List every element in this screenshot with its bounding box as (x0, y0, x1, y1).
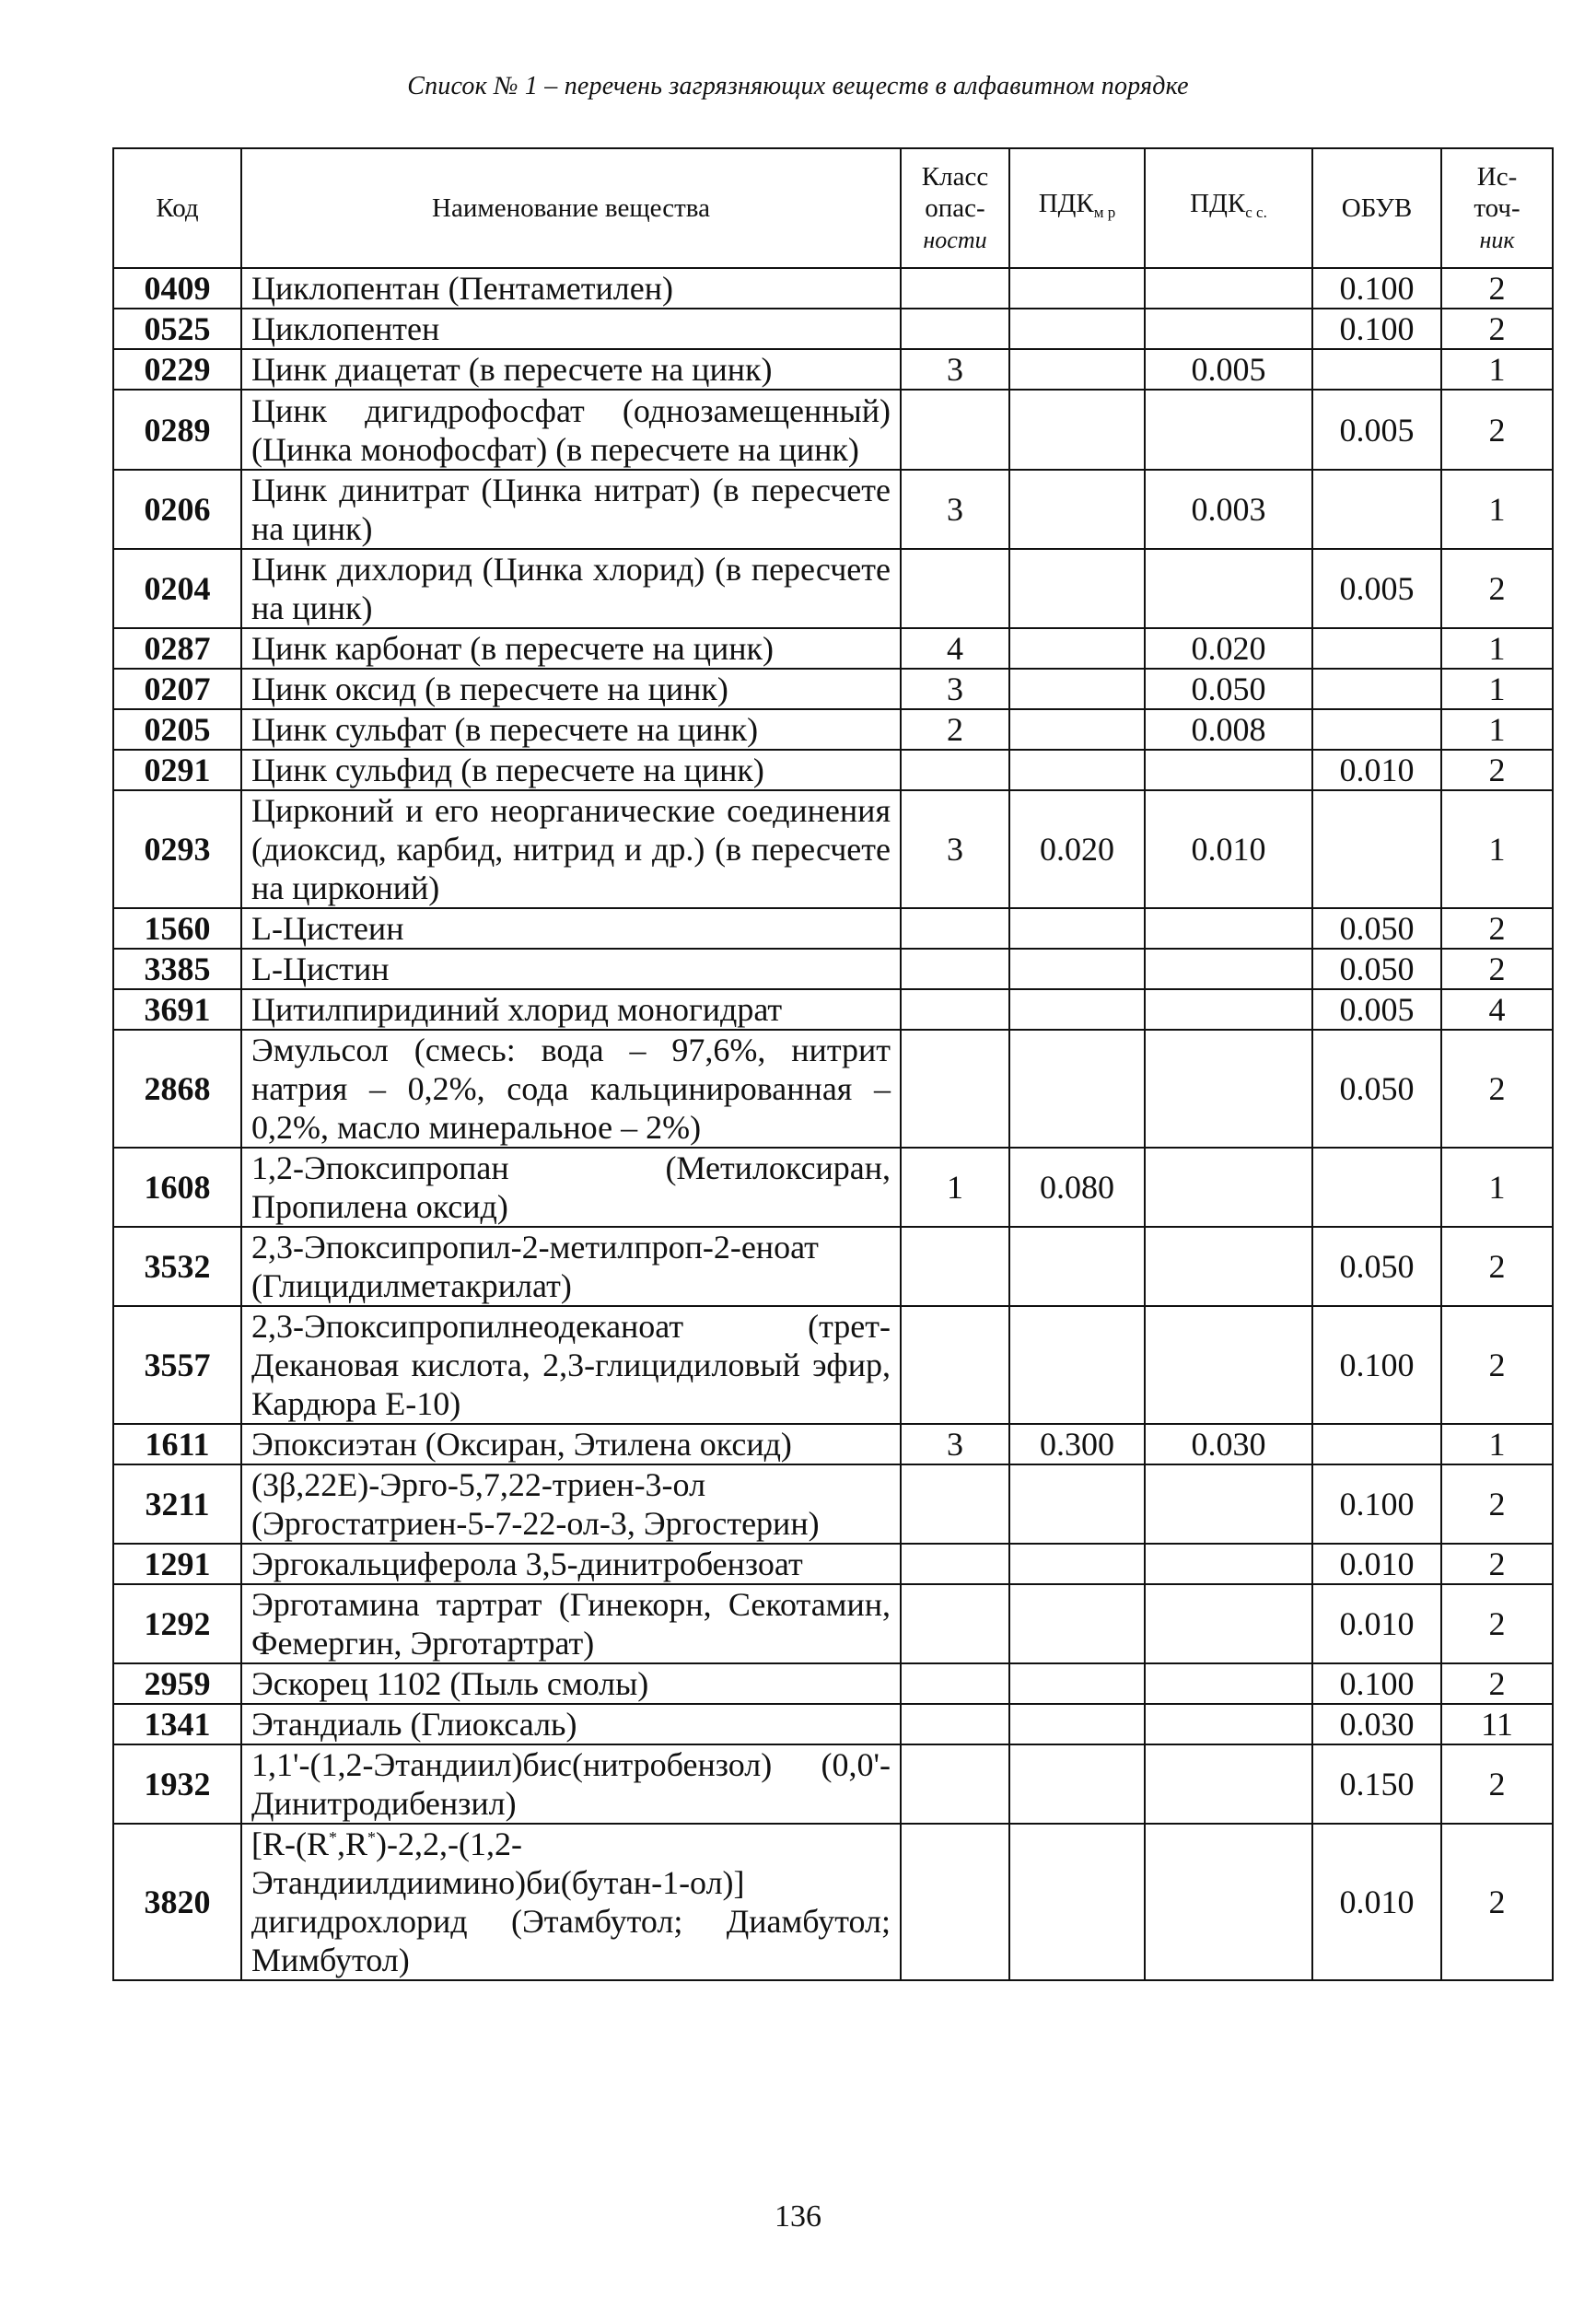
cell-pdk-mr (1009, 470, 1145, 549)
cell-hazard-class (901, 1663, 1009, 1704)
cell-obuv: 0.010 (1312, 750, 1441, 790)
cell-hazard-class (901, 549, 1009, 628)
cell-pdk-mr (1009, 628, 1145, 669)
cell-pdk-mr (1009, 1824, 1145, 1980)
cell-obuv (1312, 628, 1441, 669)
cell-pdk-ss (1145, 949, 1312, 989)
cell-pdk-ss (1145, 309, 1312, 349)
cell-code: 0287 (113, 628, 241, 669)
cell-source: 1 (1441, 1424, 1553, 1464)
cell-pdk-mr (1009, 268, 1145, 309)
cell-code: 0204 (113, 549, 241, 628)
table-row (113, 549, 1553, 628)
cell-name: [R-(R*,R*)-2,2,-(1,2-Этандиилдиимино)би(бутан-1-ол)] дигидрохлорид (Этамбутол; Диамбутол; Мимбутол) (241, 1824, 901, 1980)
cell-hazard-class (901, 750, 1009, 790)
header-source-line1: Ис- (1476, 161, 1518, 192)
cell-name: Циклопентан (Пентаметилен) (241, 268, 901, 309)
cell-name: Цитилпиридиний хлорид моногидрат (241, 989, 901, 1030)
cell-code: 0409 (113, 268, 241, 309)
cell-pdk-ss (1145, 989, 1312, 1030)
cell-pdk-ss (1145, 750, 1312, 790)
cell-pdk-ss (1145, 908, 1312, 949)
cell-code: 0289 (113, 390, 241, 470)
cell-pdk-ss (1145, 1464, 1312, 1544)
cell-source: 1 (1441, 628, 1553, 669)
cell-name: 2,3-Эпоксипропил-2-метилпроп-2-еноат (Глицидилметакрилат) (241, 1227, 901, 1306)
cell-pdk-mr (1009, 709, 1145, 750)
cell-name: Эмульсол (смесь: вода – 97,6%, нитрит натрия – 0,2%, сода кальцинированная – 0,2%, масло минеральное – 2%) (241, 1030, 901, 1148)
cell-obuv: 0.010 (1312, 1544, 1441, 1584)
header-pdk-mr-sub: м р (1093, 204, 1116, 221)
table-row (113, 1704, 1553, 1744)
cell-obuv: 0.005 (1312, 549, 1441, 628)
cell-source: 1 (1441, 470, 1553, 549)
cell-obuv (1312, 349, 1441, 390)
cell-source: 2 (1441, 908, 1553, 949)
cell-source: 2 (1441, 268, 1553, 309)
cell-source: 2 (1441, 750, 1553, 790)
cell-source: 1 (1441, 709, 1553, 750)
cell-pdk-ss (1145, 1663, 1312, 1704)
cell-pdk-mr (1009, 549, 1145, 628)
cell-pdk-ss: 0.005 (1145, 349, 1312, 390)
cell-pdk-mr (1009, 1744, 1145, 1824)
table-row (113, 1663, 1553, 1704)
cell-source: 2 (1441, 1464, 1553, 1544)
cell-hazard-class: 4 (901, 628, 1009, 669)
table-row (113, 989, 1553, 1030)
page-number: 136 (775, 2199, 821, 2234)
table-row (113, 669, 1553, 709)
cell-pdk-mr (1009, 908, 1145, 949)
header-pdk-mr (1009, 148, 1145, 268)
cell-hazard-class (901, 1704, 1009, 1744)
cell-obuv (1312, 1424, 1441, 1464)
cell-pdk-ss (1145, 390, 1312, 470)
cell-pdk-ss (1145, 549, 1312, 628)
cell-code: 2868 (113, 1030, 241, 1148)
table-row (113, 750, 1553, 790)
cell-code: 3820 (113, 1824, 241, 1980)
cell-name: Цинк оксид (в пересчете на цинк) (241, 669, 901, 709)
table-row (113, 1584, 1553, 1663)
cell-pdk-ss (1145, 1306, 1312, 1424)
cell-source: 2 (1441, 1663, 1553, 1704)
cell-hazard-class (901, 1030, 1009, 1148)
substances-table (112, 147, 1554, 1981)
cell-code: 1341 (113, 1704, 241, 1744)
header-pdk-ss-sub: с с. (1245, 204, 1267, 221)
cell-hazard-class (901, 1306, 1009, 1424)
cell-source: 2 (1441, 1824, 1553, 1980)
header-pdk-mr-main: ПДК (1038, 189, 1094, 218)
cell-code: 3691 (113, 989, 241, 1030)
cell-pdk-mr (1009, 349, 1145, 390)
cell-name: Цинк дигидрофосфат (однозамещенный) (Цинка монофосфат) (в пересчете на цинк) (241, 390, 901, 470)
cell-obuv (1312, 470, 1441, 549)
table-row (113, 709, 1553, 750)
cell-pdk-mr (1009, 309, 1145, 349)
cell-name: Цинк карбонат (в пересчете на цинк) (241, 628, 901, 669)
cell-code: 0229 (113, 349, 241, 390)
cell-pdk-ss (1145, 1704, 1312, 1744)
cell-pdk-mr (1009, 1704, 1145, 1744)
cell-pdk-ss (1145, 268, 1312, 309)
cell-code: 3557 (113, 1306, 241, 1424)
cell-pdk-ss (1145, 1824, 1312, 1980)
cell-name: Эрготамина тартрат (Гинекорн, Секотамин, Фемергин, Эрготартрат) (241, 1584, 901, 1663)
list-caption: Список № 1 – перечень загрязняющих веществ в алфавитном порядке (407, 72, 1189, 100)
cell-source: 2 (1441, 949, 1553, 989)
cell-obuv: 0.010 (1312, 1584, 1441, 1663)
table-row (113, 309, 1553, 349)
cell-obuv: 0.100 (1312, 1663, 1441, 1704)
cell-name: Цирконий и его неорганические соединения (диоксид, карбид, нитрид и др.) (в пересчете на цирконий) (241, 790, 901, 908)
table-row (113, 1424, 1553, 1464)
cell-obuv: 0.050 (1312, 908, 1441, 949)
cell-hazard-class (901, 1744, 1009, 1824)
cell-code: 0291 (113, 750, 241, 790)
cell-pdk-mr (1009, 1663, 1145, 1704)
cell-obuv (1312, 1148, 1441, 1227)
cell-code: 1608 (113, 1148, 241, 1227)
cell-source: 2 (1441, 1744, 1553, 1824)
cell-name: Цинк дихлорид (Цинка хлорид) (в пересчете на цинк) (241, 549, 901, 628)
header-hazard-class-line2: опас- (925, 192, 985, 223)
table-row (113, 949, 1553, 989)
cell-hazard-class: 3 (901, 790, 1009, 908)
cell-pdk-mr (1009, 949, 1145, 989)
cell-code: 1932 (113, 1744, 241, 1824)
table-row (113, 470, 1553, 549)
table-row (113, 390, 1553, 470)
cell-source: 4 (1441, 989, 1553, 1030)
header-code: Код (113, 148, 241, 268)
cell-name: Циклопентен (241, 309, 901, 349)
table-row (113, 790, 1553, 908)
cell-pdk-ss: 0.003 (1145, 470, 1312, 549)
cell-code: 0205 (113, 709, 241, 750)
table-row (113, 1744, 1553, 1824)
cell-code: 1560 (113, 908, 241, 949)
cell-source: 1 (1441, 349, 1553, 390)
cell-pdk-mr: 0.020 (1009, 790, 1145, 908)
cell-obuv: 0.030 (1312, 1704, 1441, 1744)
cell-name: Цинк сульфат (в пересчете на цинк) (241, 709, 901, 750)
cell-obuv: 0.100 (1312, 1464, 1441, 1544)
cell-obuv: 0.050 (1312, 1227, 1441, 1306)
cell-code: 1292 (113, 1584, 241, 1663)
cell-pdk-ss (1145, 1227, 1312, 1306)
cell-hazard-class (901, 1227, 1009, 1306)
cell-pdk-mr (1009, 1227, 1145, 1306)
cell-pdk-ss: 0.008 (1145, 709, 1312, 750)
cell-hazard-class (901, 1464, 1009, 1544)
cell-source: 2 (1441, 1030, 1553, 1148)
cell-pdk-ss (1145, 1148, 1312, 1227)
table-row (113, 1464, 1553, 1544)
table-row (113, 1824, 1553, 1980)
cell-source: 2 (1441, 1584, 1553, 1663)
cell-pdk-ss: 0.010 (1145, 790, 1312, 908)
table-row (113, 268, 1553, 309)
cell-source: 2 (1441, 1544, 1553, 1584)
header-source-line2: точ- (1474, 192, 1520, 223)
table-row (113, 1306, 1553, 1424)
cell-obuv (1312, 709, 1441, 750)
table-row (113, 1148, 1553, 1227)
cell-source: 2 (1441, 390, 1553, 470)
header-pdk-ss (1145, 148, 1312, 268)
cell-hazard-class (901, 1544, 1009, 1584)
cell-pdk-ss (1145, 1744, 1312, 1824)
cell-code: 0525 (113, 309, 241, 349)
cell-obuv (1312, 669, 1441, 709)
cell-hazard-class: 3 (901, 470, 1009, 549)
cell-obuv: 0.010 (1312, 1824, 1441, 1980)
cell-source: 2 (1441, 309, 1553, 349)
cell-hazard-class: 2 (901, 709, 1009, 750)
table-row (113, 628, 1553, 669)
cell-code: 3385 (113, 949, 241, 989)
header-hazard-class (901, 148, 1009, 268)
cell-pdk-mr (1009, 1030, 1145, 1148)
cell-pdk-mr (1009, 1584, 1145, 1663)
cell-pdk-mr (1009, 1464, 1145, 1544)
cell-code: 0293 (113, 790, 241, 908)
cell-pdk-ss: 0.020 (1145, 628, 1312, 669)
cell-hazard-class (901, 908, 1009, 949)
cell-hazard-class: 3 (901, 669, 1009, 709)
cell-code: 1291 (113, 1544, 241, 1584)
cell-hazard-class (901, 309, 1009, 349)
cell-hazard-class (901, 989, 1009, 1030)
cell-code: 3532 (113, 1227, 241, 1306)
cell-hazard-class: 1 (901, 1148, 1009, 1227)
cell-pdk-mr (1009, 390, 1145, 470)
cell-source: 2 (1441, 549, 1553, 628)
cell-source: 1 (1441, 669, 1553, 709)
cell-obuv: 0.005 (1312, 989, 1441, 1030)
cell-hazard-class (901, 390, 1009, 470)
cell-pdk-mr: 0.080 (1009, 1148, 1145, 1227)
cell-name: Цинк сульфид (в пересчете на цинк) (241, 750, 901, 790)
cell-pdk-mr (1009, 669, 1145, 709)
table-row (113, 1030, 1553, 1148)
cell-name: Цинк диацетат (в пересчете на цинк) (241, 349, 901, 390)
cell-code: 2959 (113, 1663, 241, 1704)
cell-source: 1 (1441, 790, 1553, 908)
header-name: Наименование вещества (241, 148, 901, 268)
cell-pdk-mr: 0.300 (1009, 1424, 1145, 1464)
table-row (113, 349, 1553, 390)
cell-obuv: 0.100 (1312, 268, 1441, 309)
cell-pdk-ss (1145, 1544, 1312, 1584)
cell-name: 2,3-Эпоксипропилнеодеканоат (трет-Декановая кислота, 2,3-глицидиловый эфир, Кардюра Е-10) (241, 1306, 901, 1424)
cell-pdk-mr (1009, 989, 1145, 1030)
cell-code: 0206 (113, 470, 241, 549)
cell-hazard-class (901, 268, 1009, 309)
header-obuv: ОБУВ (1312, 148, 1441, 268)
header-source (1441, 148, 1553, 268)
cell-name: Эпоксиэтан (Оксиран, Этилена оксид) (241, 1424, 901, 1464)
cell-source: 2 (1441, 1227, 1553, 1306)
cell-name: Этандиаль (Глиоксаль) (241, 1704, 901, 1744)
cell-obuv (1312, 790, 1441, 908)
cell-obuv: 0.100 (1312, 1306, 1441, 1424)
cell-obuv: 0.005 (1312, 390, 1441, 470)
table-row (113, 1227, 1553, 1306)
cell-name: 1,1'-(1,2-Этандиил)бис(нитробензол) (0,0'-Динитродибензил) (241, 1744, 901, 1824)
header-hazard-class-line1: Класс (921, 161, 989, 192)
cell-source: 1 (1441, 1148, 1553, 1227)
cell-name: (3β,22E)-Эрго-5,7,22-триен-3-ол (Эргостатриен-5-7-22-ол-3, Эргостерин) (241, 1464, 901, 1544)
cell-name: Цинк динитрат (Цинка нитрат) (в пересчете на цинк) (241, 470, 901, 549)
cell-hazard-class (901, 949, 1009, 989)
cell-hazard-class (901, 1824, 1009, 1980)
cell-pdk-ss: 0.030 (1145, 1424, 1312, 1464)
cell-pdk-mr (1009, 1306, 1145, 1424)
table-row (113, 908, 1553, 949)
cell-code: 1611 (113, 1424, 241, 1464)
cell-name: L-Цистеин (241, 908, 901, 949)
cell-name: 1,2-Эпоксипропан (Метилоксиран, Пропилена оксид) (241, 1148, 901, 1227)
cell-pdk-ss (1145, 1030, 1312, 1148)
cell-pdk-mr (1009, 1544, 1145, 1584)
cell-name: Эскорец 1102 (Пыль смолы) (241, 1663, 901, 1704)
header-pdk-ss-main: ПДК (1190, 189, 1246, 218)
header-hazard-class-line3: ности (923, 226, 987, 253)
cell-code: 0207 (113, 669, 241, 709)
cell-hazard-class: 3 (901, 349, 1009, 390)
cell-name: Эргокальциферола 3,5-динитробензоат (241, 1544, 901, 1584)
cell-name: L-Цистин (241, 949, 901, 989)
cell-obuv: 0.050 (1312, 949, 1441, 989)
cell-source: 11 (1441, 1704, 1553, 1744)
table-row (113, 1544, 1553, 1584)
cell-hazard-class: 3 (901, 1424, 1009, 1464)
table-header-row (113, 148, 1553, 268)
cell-source: 2 (1441, 1306, 1553, 1424)
cell-pdk-ss (1145, 1584, 1312, 1663)
cell-hazard-class (901, 1584, 1009, 1663)
cell-obuv: 0.150 (1312, 1744, 1441, 1824)
cell-obuv: 0.050 (1312, 1030, 1441, 1148)
cell-pdk-ss: 0.050 (1145, 669, 1312, 709)
cell-code: 3211 (113, 1464, 241, 1544)
header-source-line3: ник (1479, 226, 1515, 253)
cell-obuv: 0.100 (1312, 309, 1441, 349)
cell-pdk-mr (1009, 750, 1145, 790)
